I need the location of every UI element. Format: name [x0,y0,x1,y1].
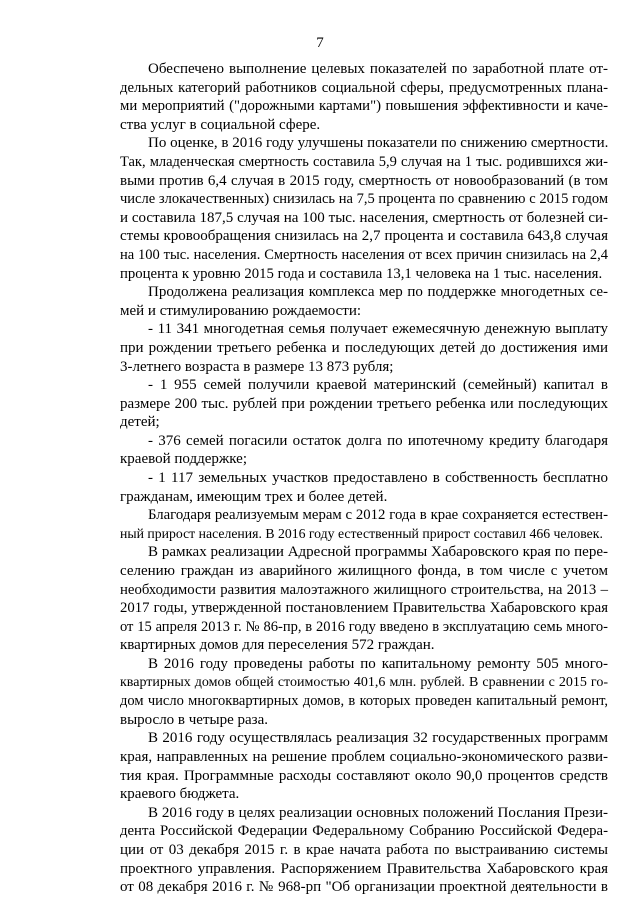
text-line: - 1 117 земельных участков предоставлено в собственность бесплатно [148,470,608,487]
text-line: В рамках реализации Адресной программы Хабаровского края по пере- [148,544,608,561]
body-text [120,60,608,897]
text-line: гражданам, имеющим трех и более детей. [120,488,388,505]
text-line: 3-летнего возраста в размере 13 873 рубля; [120,358,394,375]
text-line: стемы кровообращения снизилась на 2,7 процента и составила 643,8 случая [120,228,608,245]
text-line: размере 200 тыс. рублей при рождении третьего ребенка или последующих [120,395,608,412]
text-line: при рождении третьего ребенка и последующих детей до достижения ими [120,339,608,356]
text-line: краевого бюджета. [120,786,240,803]
text-line: В 2016 году проведены работы по капитальному ремонту 505 много- [148,656,608,672]
text-line: квартирных домов для переселения 572 граждан. [120,637,435,654]
text-line: По оценке, в 2016 году улучшены показатели по снижению смертности. [148,135,609,152]
text-line: дента Российской Федерации Федеральному Собранию Российской Федера- [120,823,608,840]
text-line: мей и стимулированию рождаемости: [120,302,362,319]
text-line: ции от 03 декабря 2015 г. в крае начата работа по выстраиванию системы [120,841,608,858]
text-line: - 1 955 семей получили краевой материнский (семейный) капитал в [148,377,608,394]
text-line: Благодаря реализуемым мерам с 2012 года в крае сохраняется естествен- [148,507,608,524]
text-line: краевой поддержке; [120,451,247,468]
text-line: 2017 годы, утвержденной постановлением Правительства Хабаровского края [120,600,608,617]
text-line: - 376 семей погасили остаток долга по ипотечному кредиту благодаря [148,432,608,449]
text-line: Продолжена реализация комплекса мер по поддержке многодетных се- [148,284,608,301]
text-line: В 2016 году осуществлялась реализация 32 государственных программ [148,730,608,747]
text-line: необходимости развития малоэтажного жилищного строительства, на 2013 – [120,581,608,598]
text-line: от 15 апреля 2013 г. № 86-пр, в 2016 году введено в эксплуатацию семь много- [120,618,608,635]
text-line: квартирных домов общей стоимостью 401,6 млн. рублей. В сравнении с 2015 го- [120,674,608,690]
text-line: тия края. Программные расходы составляют около 90,0 процентов средств [120,767,608,784]
text-line: дельных категорий работников социальной сферы, предусмотренных плана- [120,79,608,96]
text-line: проектного управления. Распоряжением Правительства Хабаровского края [120,860,608,877]
text-line: Так, младенческая смертность составила 5,9 случая на 1 тыс. родившихся жи- [120,153,608,170]
text-line: числе злокачественных) снизилась на 7,5 процента по сравнению с 2015 годом [120,191,608,208]
text-line: выми против 6,4 случая в 2015 году, смертность от новообразований (в том [120,172,608,189]
text-line: - 11 341 многодетная семья получает ежемесячную денежную выплату [148,321,608,338]
text-line: детей; [120,414,160,431]
text-line: дом число многоквартирных домов, в которых проведен капитальный ремонт, [120,693,608,710]
page-number: 7 [316,35,324,51]
text-line: процента к уровню 2015 года и составила 13,1 человека на 1 тыс. населения. [120,265,603,282]
text-line: селению граждан из аварийного жилищного фонда, в том числе с учетом [120,563,608,580]
text-line: ми мероприятий ("дорожными картами") повышения эффективности и каче- [120,98,608,115]
text-line: от 08 декабря 2016 г. № 968-рп "Об организации проектной деятельности в [120,879,608,896]
text-line: выросло в четыре раза. [120,711,268,728]
text-line: В 2016 году в целях реализации основных положений Послания Прези- [148,804,608,821]
text-line: на 100 тыс. населения. Смертность населения от всех причин снизилась на 2,4 [120,246,608,263]
text-line: ства услуг в социальной сфере. [120,116,321,133]
text-line: края, направленных на решение проблем социально-экономического разви- [120,748,608,765]
text-line: Обеспечено выполнение целевых показателей по заработной плате от- [148,61,608,77]
text-line: и составила 187,5 случая на 100 тыс. населения, смертность от болезней си- [120,209,608,226]
text-line: ный прирост населения. В 2016 году естественный прирост составил 466 человек. [120,525,603,541]
